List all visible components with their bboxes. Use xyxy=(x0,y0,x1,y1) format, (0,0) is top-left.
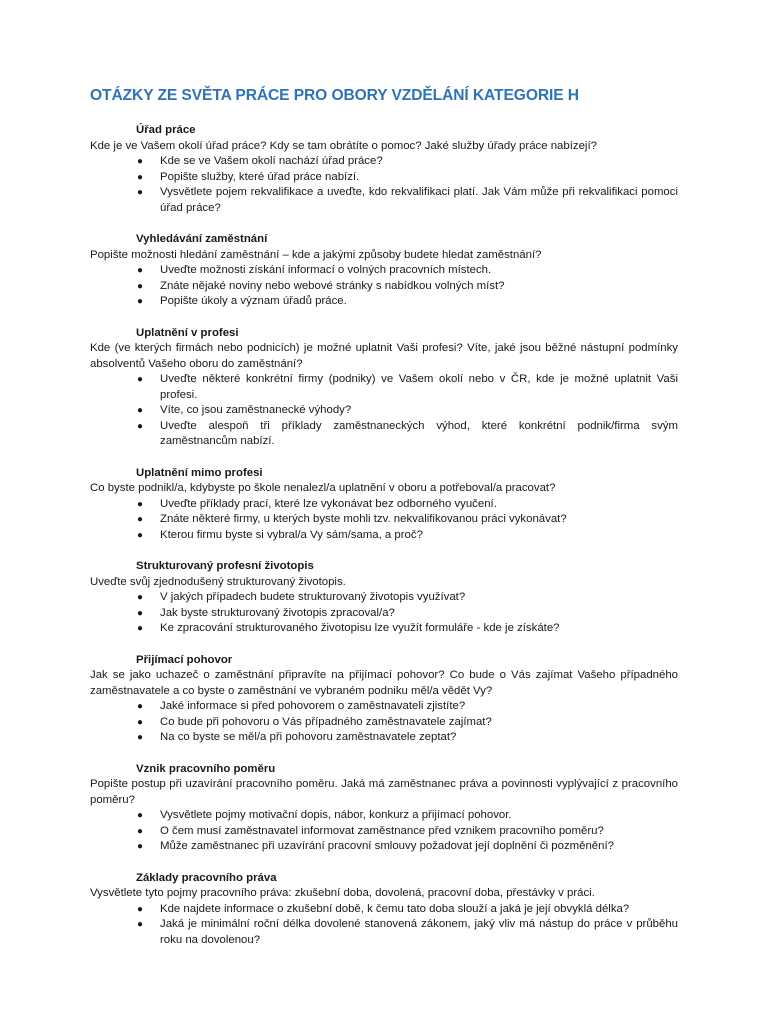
question-item xyxy=(137,715,678,731)
question-item xyxy=(137,808,678,824)
section-intro: Kde je ve Vašem okolí úřad práce? Kdy se tam obrátíte o pomoc? Jaké služby úřady práce nabízejí? xyxy=(90,139,597,152)
bullet-icon: ● xyxy=(137,187,144,198)
bullet-icon: ● xyxy=(137,296,144,307)
section-heading: Přijímací pohovor xyxy=(136,653,233,666)
question-list xyxy=(90,263,678,310)
question-item xyxy=(137,917,678,948)
question-item xyxy=(137,497,678,513)
question-text: Jak byste strukturovaný životopis zpracoval/a? xyxy=(160,606,395,619)
question-item xyxy=(137,170,678,186)
bullet-icon: ● xyxy=(137,825,144,837)
section-2 xyxy=(90,232,678,310)
question-text: Co bude při pohovoru o Vás případného zaměstnavatele zajímat? xyxy=(160,715,492,728)
bullet-icon: ● xyxy=(137,701,144,712)
bullet-icon: ● xyxy=(137,529,144,541)
section-intro: Jak se jako uchazeč o zaměstnání připravíte na přijímací pohovor? Co bude o Vás zajímat Vašeho případného zaměstnavatele a co byste o zaměstnání ve vybraném podniku měl/a vědět Vy? xyxy=(90,669,678,697)
section-4 xyxy=(90,466,678,544)
question-item xyxy=(137,590,678,606)
bullet-icon: ● xyxy=(137,280,144,292)
question-item xyxy=(137,263,678,279)
section-heading: Vyhledávání zaměstnání xyxy=(136,233,268,245)
bullet-icon: ● xyxy=(137,514,144,525)
question-text: Znáte nějaké noviny nebo webové stránky s nabídkou volných míst? xyxy=(160,279,505,292)
question-text: Víte, co jsou zaměstnanecké výhody? xyxy=(160,404,352,416)
question-text: Vysvětlete pojem rekvalifikace a uveďte, kdo rekvalifikaci platí. Jak Vám může při rekvalifikaci pomoci úřad práce? xyxy=(160,186,678,214)
question-item xyxy=(137,279,678,295)
bullet-icon: ● xyxy=(137,498,144,510)
section-3 xyxy=(90,326,678,450)
question-item xyxy=(137,403,678,419)
question-list xyxy=(90,154,678,216)
question-item xyxy=(137,730,678,746)
question-item xyxy=(137,419,678,450)
bullet-icon: ● xyxy=(137,903,144,915)
question-text: Jaká je minimální roční délka dovolené stanovená zákonem, jaký vliv má nástup do práce v průběhu roku na dovolenou? xyxy=(160,918,678,946)
question-text: Znáte některé firmy, u kterých byste mohli tzv. nekvalifikovanou práci vykonávat? xyxy=(160,513,567,525)
bullet-icon: ● xyxy=(137,374,144,385)
question-item xyxy=(137,154,678,170)
question-text: Uveďte alespoň tři příklady zaměstnaneckých výhod, které konkrétní podnik/firma svým zaměstnancům nabízí. xyxy=(160,419,678,447)
question-item xyxy=(137,294,678,310)
question-text: Jaké informace si před pohovorem o zaměstnavateli zjistíte? xyxy=(160,700,466,712)
section-intro: Kde (ve kterých firmách nebo podnicích) je možné uplatnit Vaši profesi? Víte, jaké jsou běžné nástupní podmínky absolventů Vašeho oboru do zaměstnání? xyxy=(90,342,678,370)
section-intro: Vysvětlete tyto pojmy pracovního práva: zkušební doba, dovolená, pracovní doba, přestávky v práci. xyxy=(90,887,595,899)
section-1 xyxy=(90,123,678,216)
section-intro: Co byste podnikl/a, kdybyste po škole nenalezl/a uplatnění v oboru a potřeboval/a pracovat? xyxy=(90,482,556,494)
section-5 xyxy=(90,559,678,637)
section-heading: Základy pracovního práva xyxy=(136,871,277,884)
question-list xyxy=(90,372,678,450)
question-list xyxy=(90,902,678,949)
question-text: O čem musí zaměstnavatel informovat zaměstnance před vznikem pracovního poměru? xyxy=(160,824,604,837)
bullet-icon: ● xyxy=(137,592,144,603)
question-text: Popište úkoly a význam úřadů práce. xyxy=(160,295,347,307)
question-item xyxy=(137,372,678,403)
question-item xyxy=(137,621,678,637)
question-list xyxy=(90,699,678,746)
bullet-icon: ● xyxy=(137,810,144,821)
bullet-icon: ● xyxy=(137,405,144,416)
sections-container xyxy=(90,123,678,948)
document-title: OTÁZKY ZE SVĚTA PRÁCE PRO OBORY VZDĚLÁNÍ KATEGORIE H xyxy=(90,87,579,104)
section-heading: Vznik pracovního poměru xyxy=(136,762,276,775)
section-heading: Uplatnění v profesi xyxy=(136,326,239,339)
bullet-icon: ● xyxy=(137,265,144,276)
question-text: Uveďte možnosti získání informací o volných pracovních místech. xyxy=(160,264,492,276)
question-item xyxy=(137,185,678,216)
bullet-icon: ● xyxy=(137,716,144,728)
question-text: Kde se ve Vašem okolí nachází úřad práce? xyxy=(160,155,383,167)
section-heading: Strukturovaný profesní životopis xyxy=(136,560,314,572)
question-item xyxy=(137,512,678,528)
bullet-icon: ● xyxy=(137,156,144,167)
question-text: Může zaměstnanec při uzavírání pracovní smlouvy požadovat její doplnění či pozměnění? xyxy=(160,840,614,852)
question-text: Uveďte příklady prací, které lze vykonávat bez odborného vyučení. xyxy=(160,497,497,510)
question-text: Vysvětlete pojmy motivační dopis, nábor, konkurz a přijímací pohovor. xyxy=(160,809,512,821)
question-item xyxy=(137,606,678,622)
section-6 xyxy=(90,653,678,746)
question-list xyxy=(90,590,678,637)
bullet-icon: ● xyxy=(137,732,144,743)
question-text: Popište služby, které úřad práce nabízí. xyxy=(160,170,360,183)
section-7 xyxy=(90,762,678,855)
bullet-icon: ● xyxy=(137,841,144,852)
section-heading: Úřad práce xyxy=(136,124,196,136)
question-text: Ke zpracování strukturovaného životopisu lze využít formuláře - kde je získáte? xyxy=(160,622,560,634)
document-page xyxy=(90,86,678,964)
question-item xyxy=(137,839,678,855)
bullet-icon: ● xyxy=(137,607,144,619)
bullet-icon: ● xyxy=(137,420,144,432)
question-list xyxy=(90,808,678,855)
question-item xyxy=(137,528,678,544)
bullet-icon: ● xyxy=(137,919,144,930)
question-text: Na co byste se měl/a při pohovoru zaměstnavatele zeptat? xyxy=(160,731,457,743)
question-text: Kde najdete informace o zkušební době, k čemu tato doba slouží a jaká je její obvyklá délka? xyxy=(160,902,630,915)
section-8 xyxy=(90,871,678,949)
section-intro: Popište možnosti hledání zaměstnání – kde a jakými způsoby budete hledat zaměstnání? xyxy=(90,248,542,261)
question-list xyxy=(90,497,678,544)
question-text: Kterou firmu byste si vybral/a Vy sám/sama, a proč? xyxy=(160,528,423,541)
question-text: Uveďte některé konkrétní firmy (podniky) ve Vašem okolí nebo v ČR, kde je možné uplatnit Vaši profesi. xyxy=(160,373,678,401)
section-heading: Uplatnění mimo profesi xyxy=(136,466,263,479)
question-item xyxy=(137,824,678,840)
section-intro: Popište postup při uzavírání pracovního poměru. Jaká má zaměstnanec práva a povinnosti vyplývající z pracovního poměru? xyxy=(90,778,678,806)
bullet-icon: ● xyxy=(137,623,144,634)
bullet-icon: ● xyxy=(137,171,144,183)
section-intro: Uveďte svůj zjednodušený strukturovaný životopis. xyxy=(90,575,346,588)
question-text: V jakých případech budete strukturovaný životopis využívat? xyxy=(160,591,466,603)
question-item xyxy=(137,699,678,715)
question-item xyxy=(137,902,678,918)
